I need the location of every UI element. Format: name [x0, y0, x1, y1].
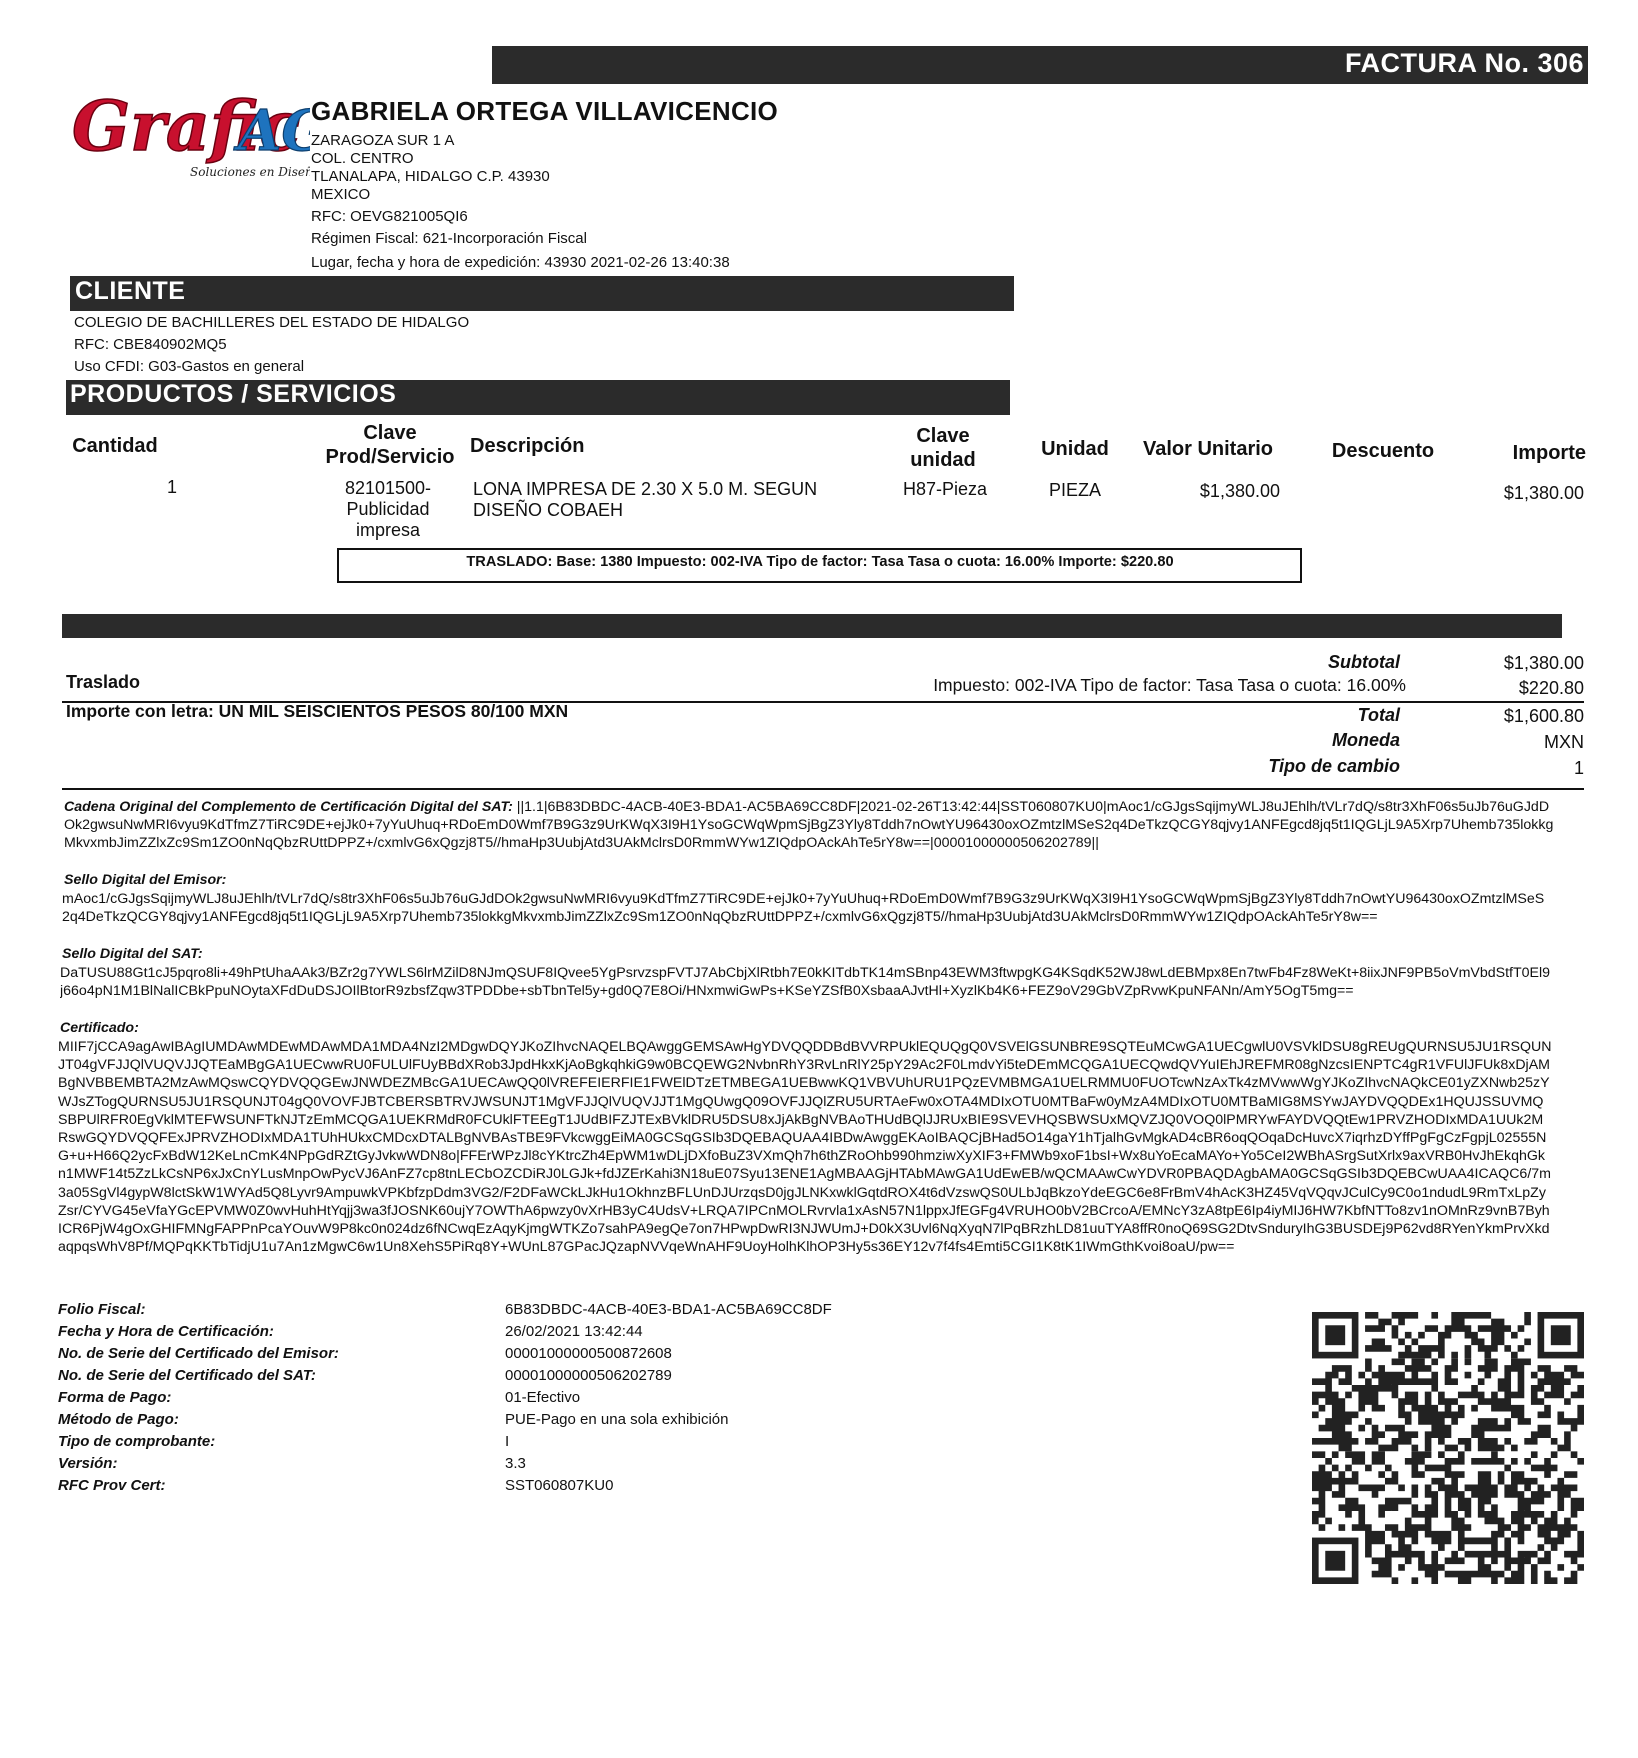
row-clave-prod: 82101500- Publicidad impresa [344, 478, 432, 540]
importe-letra: Importe con letra: UN MIL SEISCIENTOS PESOS 80/100 MXN [66, 701, 569, 721]
products-section-title: PRODUCTOS / SERVICIOS [70, 380, 397, 408]
issuer-line: MEXICO [311, 186, 371, 203]
header-clave-prod: Clave Prod/Servicio [325, 422, 455, 468]
issuer-name: GABRIELA ORTEGA VILLAVICENCIO [311, 96, 779, 126]
detail-label: No. de Serie del Certificado del Emisor: [58, 1345, 339, 1362]
moneda-value: MXN [1544, 732, 1584, 752]
qr-code [1312, 1312, 1584, 1584]
row-unidad: PIEZA [1048, 480, 1101, 500]
detail-label: RFC Prov Cert: [58, 1477, 166, 1494]
detail-value: I [505, 1433, 510, 1450]
moneda-label: Moneda [1331, 730, 1400, 750]
sello-emisor-value: mAoc1/cGJgsSqijmyWLJ8uJEhlh/tVLr7dQ/s8tr3XhF06s5uJb76uGJdDOk2gwsuNwMRI6vyu9KdTfmZ7TiRC9DE+ejJk0+7yYuUhuq+RDoEmD0Wmf7B9G3z9UrKWqX3I9H1YsoGCWqWpmSjBgZ3Yly8Tddh7nOwtYU96430oxOZmtzlMSeS2q4DeTkzQCGY8qjvy1ANFEgcd8jq5t1IQGLjL9A5Xrp7Uhemb735lokkgMkvxmbJimZZlxZc9Sm1ZO0nNqQbzRUttDPPZ+/cxmlvG6xQgzj8T5//hmaHp3UubjAtd3UAkMclrsD0RmmWYw1ZIQdpOAckAhTe5rY8w== [62, 891, 1545, 926]
issuer-address [311, 132, 730, 274]
header-unidad: Unidad [1041, 438, 1109, 460]
logo-name-part2: A [238, 98, 282, 164]
header-descuento: Descuento [1331, 440, 1435, 462]
issuer-regimen: Régimen Fiscal: 621-Incorporación Fiscal [311, 230, 587, 247]
issuer-line: COL. CENTRO [311, 150, 414, 167]
detail-label: No. de Serie del Certificado del SAT: [58, 1367, 316, 1384]
detail-value: PUE-Pago en una sola exhibición [505, 1411, 729, 1428]
certificado-value: MIIF7jCCA9agAwIBAgIUMDAwMDEwMDAwMDA1MDA4NzI2MDgwDQYJKoZIhvcNAQELBQAwggGEMSAwHgYDVQQDDBdBVVRPUklEQUQgQ0VSVElGSUNBRE9SQTEuMCwGA1UECgwlU0VSVklDSU8gREUgQURNSU5JU1RSQUNJT04gVFJJQlVUQVJJQTEaMBgGA1UECwwRU0FULUlFUyBBdXRob3JpdHkxKjAoBgkqhkiG9w0BCQEWG2NvbnRhY3RvLnRlY25pY29Ac2F0LmdvYi5teDEmMCQGA1UECQwdQVYuIEhJREFMR08gNzcsIENPTC4gR1VFUlJFUk8xDjAMBgNVBBEMBTA2MzAwMQswCQYDVQQGEwJNWDEZMBcGA1UECAwQQ0lVREFEIERFIE1FWElDTzETMBEGA1UEBwwKQ1VBVUhURU1PQzEVMBMGA1UELRMMU0FUOTcwNzAxTk4zMVwwWgYJKoZIhvcNAQkCE01yZXNwb25zYWJsZTogQURNSU5JU1RSQUNJT04gQ0VOVFJBTCBERSBTRVJWSUNJT1MgVFJJQlVUQVJJT1MgQUwgQ09OVFJJQlZRU5URTAeFw0xOTA4MDIxOTU0MTBaFw0yMzA4MDIxOTU0MTBaMIG8MSYwJAYDVQQDEx1HQUJSSUVMQSBPUlRFR0EgVklMTEFWSUNFTkNJTzEmMCQGA1UEKRMdR0FCUklFTEEgT1JUdBIFZJTExBVklDRU5DSU8xJjAkBgNVBAoTHUdBQlJJRUxBIE9SVEVHQSBWSUxMQVZJQ0VOQ0lPMRYwFAYDVQQtEw1PRVZHODIxMDA1UUk2MRswGQYDVQQFExJPRVZHODIxMDA1TUhHUkxCMDcxDTALBgNVBAsTBE9FVkcwggEiMA0GCSqGSIb3DQEBAQUAA4IBDwAwggEKAoIBAQCjBHad5O14gaY1hTjalhGvMgkAD4cBR6oqQOqaDcHuvcX7iqrhzDYffPgFgCzFgpjL02555NG+u+H66Q2ycFxBdW12KeLnCmK4NPpGdRZtGyJvkwWDN8o|FFErWPzJl8cYKtrcZh4EpWM1wDLjDXfoBuZ3VXmQh7h6thZRoOhb990hmziwXyXIF3+FMWb9xoF1bsI+Wx8uYoEcaMAYo+Yo5CeI2WBhASrgSutXrlx9axVRB0HvJhEkqhGkn1MWF14t5ZzLkCsNP6xJxCnYLusMnpOwPycVJ6AnFZ7cp8tnLECbOZCDiRJ0LGJk+fdJZErKahi3N18uE07Syu13ENE1AgMBAAGjHTAbMAwGA1UdEwEB/wQCMAAwCwYDVR0PBAQDAgbAMA0GCSqGSIb3DQEBCwUAA4ICAQC6/7m3a05SgVl4gypW8lctSkW1WYAd5Q8Lyvr9AmpuwkVPKbfzpDdm3VG2/F2DFaWCkLJkHu1OkhnzBFLUnDJUrzqsD0jgJLNKxwklGqtdROX4t6dVzswQS0ULbJqBkzoYdeEGC6e8FrBmV4hAcK3HZ45VqVQqvJCulCy9C0o1ndudL9RmTxLpZyZsr/CYVG45eVfaYGcEPVMW0Z0wvHuhHtYqjj3wa3fJOSNK60ujY7OWThA6pwzy0vXrHB3yC4UdsV+LRQA7IPCnMOLRvrvla1xAsN57N1lppxJfEGFg4VRUHO0bV2BCrcoA/EMNcY3zA8tpE6Ip4iyMIJ6HW7KbfNTTo8zv1nOMnRz9vnB7ByhICR6PjW4gOxGHIFMNgFAPPnPcaYOuvW9P8kc0n024dz6fNCwqEzAqyKjmgWTKZo7sahPA9egQe7on7HPwpDwRI3NJWUmJ+D0kX3Uvl6NqXyqN7lPqBRzhLD81uuTYA8ffR0noQ69SG2DtvSnduryIhG3BUSDEj9P62vd8RYenYkmPrvXkdaqpqsWhV8Pf/MQPqKKTbTidjU1u7An1zMgwC6w1Un8XehS5PiRq8Y+WUnL87GPacJQzapNVVqeWnAHF9UoyHolhKlhOP3Hy5s36EY12v7f4fs4Emti5CGI1K8tK1IWmGthKvoi8oaU/pw== [58, 1039, 1552, 1256]
detail-value: 26/02/2021 13:42:44 [505, 1323, 643, 1340]
header-clave-unidad: Clave unidad [910, 425, 976, 471]
detail-value: 00001000000500872608 [505, 1345, 672, 1362]
certificado-label: Certificado: [60, 1020, 139, 1036]
detail-label: Forma de Pago: [58, 1389, 172, 1406]
header-cantidad: Cantidad [72, 435, 158, 457]
traslado-label: Traslado [66, 672, 141, 692]
client-rfc: RFC: CBE840902MQ5 [74, 336, 227, 353]
total-value: $1,600.80 [1503, 706, 1584, 726]
traslado-box-text: TRASLADO: Base: 1380 Impuesto: 002-IVA Tipo de factor: Tasa Tasa o cuota: 16.00% Importe: $220.80 [466, 554, 1174, 570]
sello-sat-value: DaTUSU88Gt1cJ5pqro8li+49hPtUhaAAk3/BZr2g7YWLS6lrMZilD8NJmQSUF8IQvee5YgPsrvzspFVTJ7AbCbjXlRtbh7E0kKITdbTK14mSBnp43EWM3ftwpgKG4KSqdK52WJ8wLdEBMpx8En7twFb4Fz8WeKt+8iixJNF9PB5oVmVbdStfT0El9j66o4pN1M1BlNalICBkPpuNOytaXFdDuDSJOIlBtorR9zbsfZqw3TPDDbe+sbTbnTel5y+gd0Q7E8Oi/HNxmwiGwPs+KSeYZSfB0XsbaaAJvtHl+XyzlKb4K6+FEZ9oV29GbVZpRvwKpuNFANn/AmY5OgT5mg== [60, 965, 1551, 1000]
logo-graphic [70, 78, 310, 188]
row-importe: $1,380.00 [1503, 483, 1584, 503]
header-valor-unitario: Valor Unitario [1142, 438, 1274, 460]
sat-divider [62, 788, 1584, 790]
qr-code-graphic [1312, 1312, 1584, 1584]
row-valor-unitario: $1,380.00 [1199, 481, 1280, 501]
issuer-lugar-fecha: Lugar, fecha y hora de expedición: 43930 2021-02-26 13:40:38 [311, 254, 730, 271]
client-section-title: CLIENTE [75, 277, 186, 305]
impuesto-value: $220.80 [1518, 678, 1584, 698]
tipo-cambio-value: 1 [1573, 758, 1584, 778]
sello-emisor-label: Sello Digital del Emisor: [64, 872, 227, 888]
total-label: Total [1357, 705, 1400, 725]
row-clave-unidad: H87-Pieza [902, 479, 988, 499]
client-section-bar [70, 276, 1014, 311]
header-descripcion: Descripción [470, 435, 585, 457]
impuesto-text: Impuesto: 002-IVA Tipo de factor: Tasa Tasa o cuota: 16.00% [933, 675, 1406, 695]
issuer-rfc: RFC: OEVG821005QI6 [311, 208, 468, 225]
client-uso-cfdi: Uso CFDI: G03-Gastos en general [74, 358, 305, 375]
cadena-label: Cadena Original del Complemento de Certificación Digital del SAT: [64, 799, 513, 815]
issuer-line: ZARAGOZA SUR 1 A [311, 132, 455, 149]
sello-sat-label: Sello Digital del SAT: [62, 946, 203, 962]
cadena-original [64, 798, 1554, 870]
detail-label: Método de Pago: [58, 1411, 179, 1428]
row-descripcion: LONA IMPRESA DE 2.30 X 5.0 M. SEGUN DISEÑO COBAEH [473, 479, 818, 520]
detail-value: 00001000000506202789 [505, 1367, 672, 1384]
detail-value: 3.3 [505, 1455, 526, 1472]
invoice-title: FACTURA No. 306 [1344, 48, 1584, 78]
subtotal-value: $1,380.00 [1503, 653, 1584, 673]
detail-value: SST060807KU0 [505, 1477, 614, 1494]
header-importe: Importe [1512, 442, 1586, 464]
detail-value: 6B83DBDC-4ACB-40E3-BDA1-AC5BA69CC8DF [505, 1301, 832, 1318]
logo-tagline: Soluciones en Diseño [190, 165, 310, 179]
client-info [74, 314, 469, 380]
detail-label: Versión: [58, 1455, 118, 1472]
row-cantidad: 1 [166, 477, 177, 497]
client-name: COLEGIO DE BACHILLERES DEL ESTADO DE HIDALGO [74, 314, 470, 331]
detail-label: Tipo de comprobante: [58, 1433, 216, 1450]
subtotal-label: Subtotal [1328, 652, 1400, 672]
company-logo [70, 78, 310, 188]
detail-value: 01-Efectivo [505, 1389, 581, 1406]
logo-name-part1: Grafic [72, 87, 301, 167]
issuer-line: TLANALAPA, HIDALGO C.P. 43930 [311, 168, 550, 185]
tipo-cambio-label: Tipo de cambio [1268, 756, 1400, 776]
separator-bar [62, 614, 1562, 638]
cadena-value: ||1.1|6B83DBDC-4ACB-40E3-BDA1-AC5BA69CC8DF|2021-02-26T13:42:44|SST060807KU0|mAoc1/cGJgsSqijmyWLJ8uJEhlh/tVLr7dQ/s8tr3XhF06s5uJb76uGJdDOk2gwsuNwMRI6vyu9KdTfmZ7TiRC9DE+ejJk0+7yYuUhuq+RDoEmD0Wmf7B9G3z9UrKWqX3I9H1YsoGCWqWpmSjBgZ3Yly8Tddh7nOwtYU96430oxOZmtzlMSeS2q4DeTkzQCGY8qjvy1ANFEgcd8jq5t1IQGLjL9A5Xrp7Uhemb735lokkgMkvxmbJimZZlxZc9Sm1ZO0nNqQbzRUttDPPZ+/cxmlvG6xQgzj8T5//hmaHp3UubjAtd3UAkMclrsD0RmmWYw1ZIQdpOAckAhTe5rY8w==|00001000000506202789|| [64, 799, 1554, 852]
detail-label: Folio Fiscal: [58, 1301, 146, 1318]
detail-label: Fecha y Hora de Certificación: [58, 1323, 274, 1340]
